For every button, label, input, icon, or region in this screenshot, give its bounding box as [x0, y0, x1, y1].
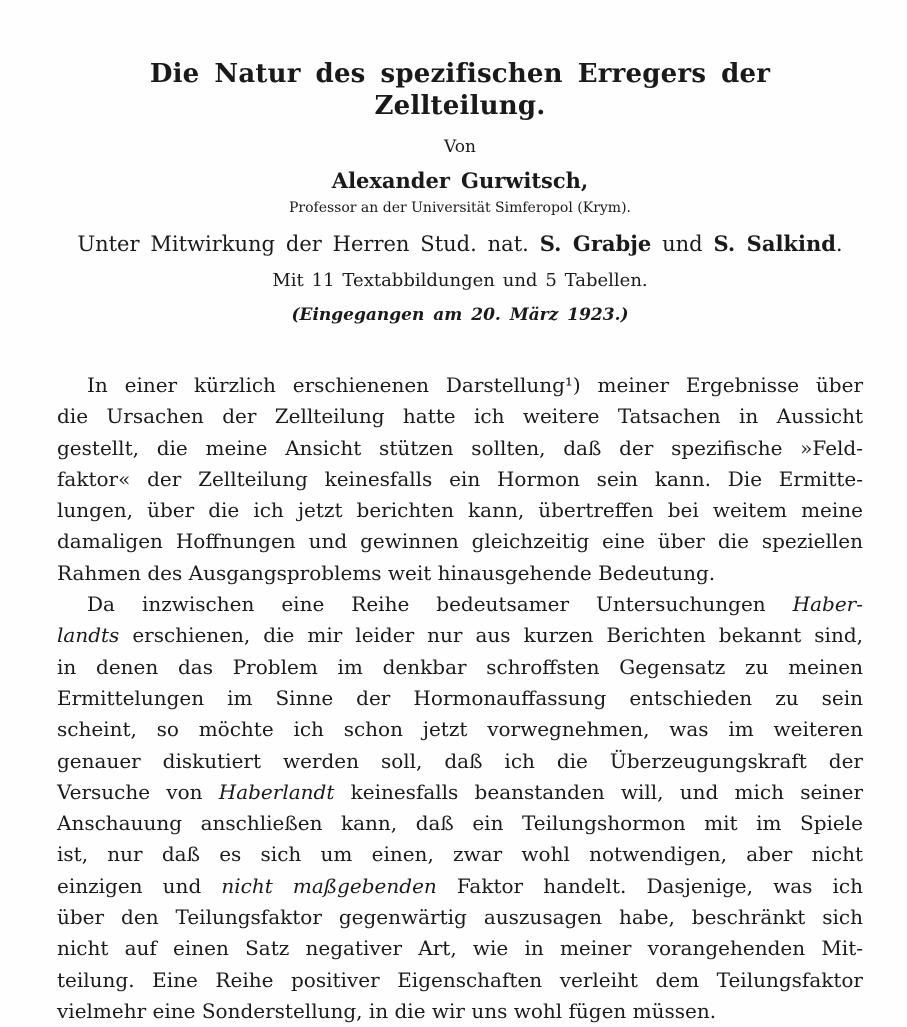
text-line: damaligen Hoffnungen und gewinnen gleichzeitig eine über die speziellen — [57, 529, 863, 554]
text-line: landts erschienen, die mir leider nur aus kurzen Berichten bekannt sind, — [57, 623, 863, 648]
text-line: Anschauung anschließen kann, daß ein Teilungshormon mit im Spiele — [57, 811, 863, 836]
text-line: vielmehr eine Sonderstellung, in die wir uns wohl fügen müssen. — [57, 998, 717, 1023]
article-title: Die Natur des spezifischen Erregers der Zellteilung. — [149, 59, 771, 121]
byline-von: Von — [444, 137, 476, 157]
article-body — [57, 370, 863, 1027]
text-line: scheint, so möchte ich schon jetzt vorwegnehmen, was im weiteren — [57, 717, 863, 742]
text-line: faktor« der Zellteilung keinesfalls ein Hormon sein kann. Die Ermitte- — [57, 466, 863, 491]
text-line: ist, nur daß es sich um einen, zwar wohl notwendigen, aber nicht — [57, 842, 863, 867]
text-line: teilung. Eine Reihe positiver Eigenschaften verleiht dem Teilungsfaktor — [57, 967, 863, 992]
text-line: In einer kürzlich erschienenen Darstellung¹) meiner Ergebnisse über — [87, 373, 863, 397]
received-date: (Eingegangen am 20. März 1923.) — [291, 305, 629, 325]
article-header — [57, 58, 863, 325]
text-line: lungen, über die ich jetzt berichten kann, übertreffen bei weitem meine — [57, 498, 863, 523]
text-line: Da inzwischen eine Reihe bedeutsamer Untersuchungen Haber- — [87, 592, 863, 617]
text-line: nicht auf einen Satz negativer Art, wie in meiner vorangehenden Mit- — [57, 936, 863, 961]
text-line: über den Teilungsfaktor gegenwärtig auszusagen habe, beschränkt sich — [57, 905, 863, 930]
figures-note: Mit 11 Textabbildungen und 5 Tabellen. — [272, 270, 648, 291]
text-line: genauer diskutiert werden soll, daß ich die Überzeugungskraft der — [57, 748, 863, 773]
text-line: Versuche von Haberlandt keinesfalls beanstanden will, und mich seiner — [57, 779, 863, 804]
text-line: die Ursachen der Zellteilung hatte ich weitere Tatsachen in Aussicht — [57, 404, 863, 429]
text-line: einzigen und nicht maßgebenden Faktor handelt. Dasjenige, was ich — [57, 873, 863, 898]
text-line: Ermittelungen im Sinne der Hormonauffassung entschieden zu sein — [57, 685, 863, 710]
text-line: in denen das Problem im denkbar schroffsten Gegensatz zu meinen — [57, 654, 863, 679]
text-line: gestellt, die meine Ansicht stützen sollten, daß der spezifische »Feld- — [57, 435, 863, 460]
collaboration-note: Unter Mitwirkung der Herren Stud. nat. S. Grabje und S. Salkind. — [77, 231, 843, 256]
text-line: Rahmen des Ausgangsproblems weit hinausgehende Bedeutung. — [57, 560, 716, 585]
author-affiliation: Professor an der Universität Simferopol (Krym). — [288, 200, 631, 216]
author-name: Alexander Gurwitsch, — [331, 168, 589, 193]
